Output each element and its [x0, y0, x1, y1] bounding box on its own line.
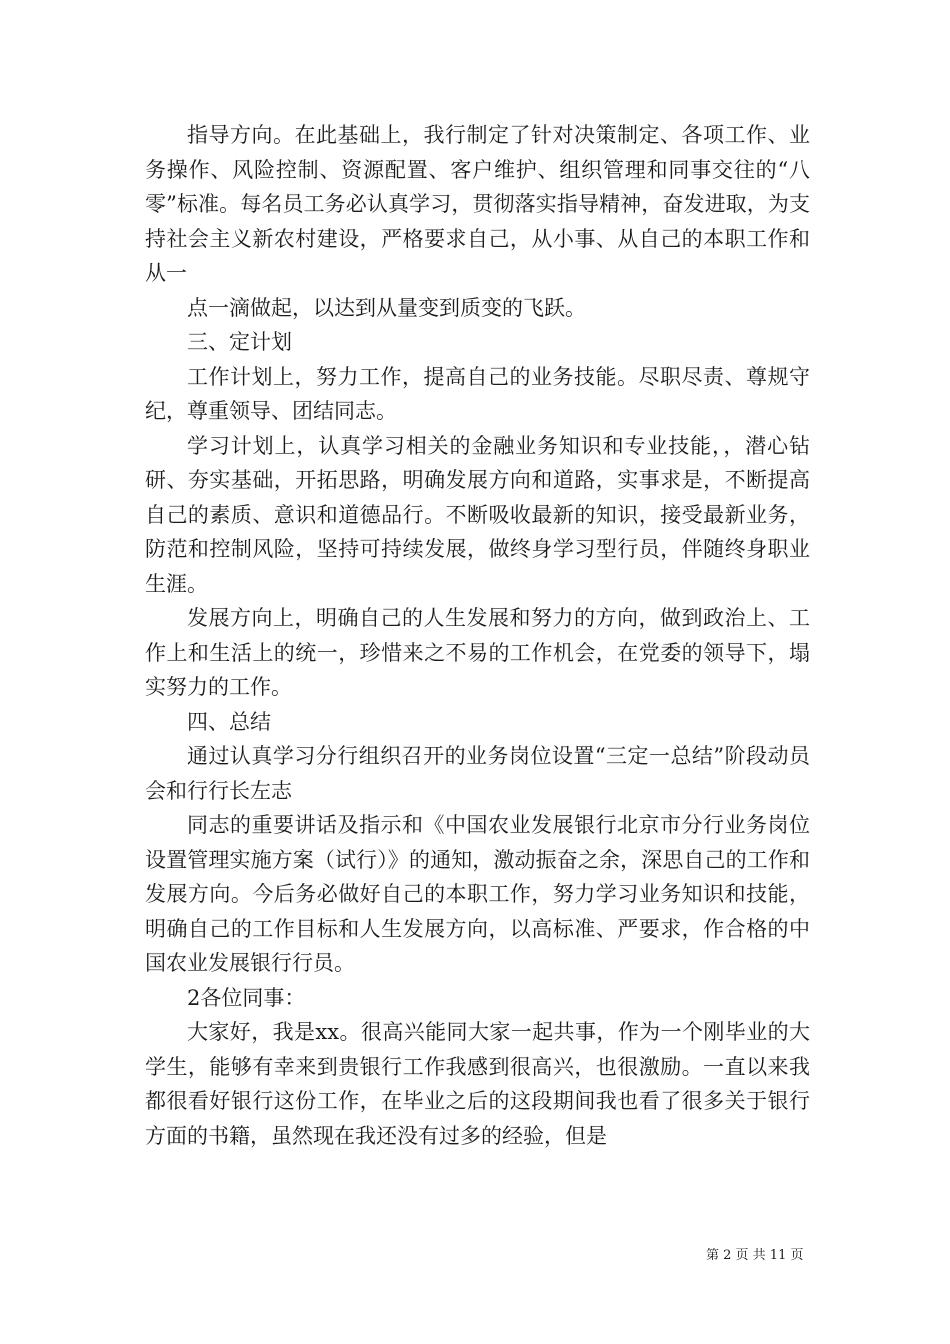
document-body	[145, 118, 810, 1153]
paragraph-study-plan: 学习计划上，认真学习相关的金融业务知识和专业技能，，潜心钻研、夯实基础，开拓思路，明确发展方向和道路，实事求是，不断提高自己的素质、意识和道德品行。不断吸收最新的知识，接受最新业务，防范和控制风险，坚持可持续发展，做终身学习型行员，伴随终身职业生涯。	[145, 433, 810, 596]
paragraph-summary-intro: 通过认真学习分行组织召开的业务岗位设置“三定一总结”阶段动员会和行行长左志	[145, 744, 810, 803]
paragraph-leap: 点一滴做起，以达到从量变到质变的飞跃。	[187, 295, 586, 320]
paragraph-development: 发展方向上，明确自己的人生发展和努力的方向，做到政治上、工作上和生活上的统一，珍惜来之不易的工作机会，在党委的领导下，塌实努力的工作。	[145, 606, 810, 699]
heading-colleagues: 2各位同事：	[187, 985, 306, 1010]
paragraph-guidance: 指导方向。在此基础上，我行制定了针对决策制定、各项工作、业务操作、风险控制、资源配置、客户维护、组织管理和同事交往的“八零”标准。每名员工务必认真学习，贯彻落实指导精神，奋发进取，为支持社会主义新农村建设，严格要求自己，从小事、从自己的本职工作和从一	[145, 123, 810, 285]
paragraph-summary-body: 同志的重要讲话及指示和《中国农业发展银行北京市分行业务岗位设置管理实施方案（试行）》的通知，激动振奋之余，深思自己的工作和发展方向。今后务必做好自己的本职工作，努力学习业务知识和技能，明确自己的工作目标和人生发展方向，以高标准、严要求，作合格的中国农业发展银行行员。	[145, 813, 810, 975]
heading-plan: 三、定计划	[187, 330, 292, 354]
page-number: 第 2 页 共 11 页	[706, 1248, 804, 1263]
heading-summary: 四、总结	[187, 709, 271, 734]
paragraph-work-plan: 工作计划上，努力工作，提高自己的业务技能。尽职尽责、尊规守纪，尊重领导、团结同志。	[145, 364, 810, 423]
paragraph-greeting: 大家好，我是xx。很高兴能同大家一起共事，作为一个刚毕业的大学生，能够有幸来到贵银行工作我感到很高兴，也很激励。一直以来我都很看好银行这份工作，在毕业之后的这段期间我也看了很多关于银行方面的书籍，虽然现在我还没有过多的经验，但是	[145, 1020, 810, 1148]
